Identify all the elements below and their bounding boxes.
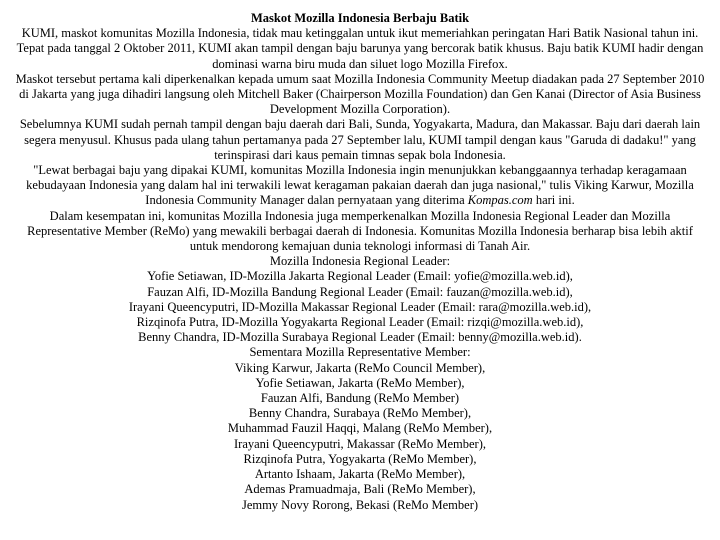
representative-member-item: Muhammad Fauzil Haqqi, Malang (ReMo Member), [227,421,493,436]
regional-leader-item: Yofie Setiawan, ID-Mozilla Jakarta Regional Leader (Email: yofie@mozilla.web.id), [147,269,573,284]
quote-source: Kompas.com [467,193,533,208]
representative-member-item: Jemmy Novy Rorong, Bekasi (ReMo Member) [241,497,479,512]
representative-members-heading: Sementara Mozilla Representative Member: [249,345,471,360]
regional-leaders-heading: Mozilla Indonesia Regional Leader: [269,254,451,269]
representative-member-item: Irayani Queencyputri, Makassar (ReMo Member), [234,436,486,451]
quote-suffix: hari ini. [532,193,575,208]
representative-member-item: Yofie Setiawan, Jakarta (ReMo Member), [255,375,465,390]
regional-leader-item: Fauzan Alfi, ID-Mozilla Bandung Regional Leader (Email: fauzan@mozilla.web.id), [147,284,573,299]
representative-member-item: Viking Karwur, Jakarta (ReMo Council Member), [234,360,486,375]
regional-leader-item: Irayani Queencyputri, ID-Mozilla Makassar Regional Leader (Email: rara@mozilla.web.id), [128,299,592,314]
representative-member-item: Benny Chandra, Surabaya (ReMo Member), [248,406,472,421]
regional-leader-item: Benny Chandra, ID-Mozilla Surabaya Regional Leader (Email: benny@mozilla.web.id). [138,330,582,345]
paragraph-intro: KUMI, maskot komunitas Mozilla Indonesia, tidak mau ketinggalan untuk ikut memeriahkan peringatan Hari Batik Nasional tahun ini. Tepat pada tanggal 2 Oktober 2011, KUMI akan tampil dengan baju barunya yang bercorak batik khusus. Baju batik KUMI hadir dengan dominasi warna biru muda dan siluet logo Mozilla Firefox. [16,26,704,71]
paragraph-history: Maskot tersebut pertama kali diperkenalkan kepada umum saat Mozilla Indonesia Community Meetup diadakan pada 27 September 2010 di Jakarta yang juga dihadiri langsung oleh Mitchell Baker (Chairperson Mozilla Foundation) dan Gen Kanai (Director of Asia Business Development Mozilla Corporation). [15,71,705,117]
representative-member-item: Fauzan Alfi, Bandung (ReMo Member) [260,391,460,406]
document-title: Maskot Mozilla Indonesia Berbaju Batik [250,11,470,25]
representative-member-item: Rizqinofa Putra, Yogyakarta (ReMo Member), [243,451,477,466]
paragraph-quote [12,163,708,209]
quote-text: "Lewat berbagai baju yang dipakai KUMI, komunitas Mozilla Indonesia ingin menunjukkan kebanggaannya terhadap keragamaan kebudayaan Indonesia yang dalam hal ini terwakili lewat keragaman pakaian daerah dan juga nasional," tulis Viking Karwur, Mozilla Indonesia Community Manager dalan pernyataan yang diterima [26,163,694,208]
paragraph-costumes: Sebelumnya KUMI sudah pernah tampil dengan baju daerah dari Bali, Sunda, Yogyakarta, Madura, dan Makassar. Baju dari daerah lain segera menyusul. Khusus pada ulang tahun pertamanya pada 27 September lalu, KUMI tampil dengan kaus "Garuda di dadaku!" yang terinspirasi dari kaus pemain timnas sepak bola Indonesia. [19,117,701,162]
paragraph-closing: Dalam kesempatan ini, komunitas Mozilla Indonesia juga memperkenalkan Mozilla Indonesia Regional Leader dan Mozilla Representative Member (ReMo) yang mewakili berbagai daerah di Indonesia. Komunitas Mozilla Indonesia berharap bisa lebih aktif untuk mendorong kemajuan dunia teknologi informasi di Tanah Air. [27,208,693,254]
representative-member-item: Ademas Pramuadmaja, Bali (ReMo Member), [244,482,476,497]
representative-member-item: Artanto Ishaam, Jakarta (ReMo Member), [254,467,466,482]
regional-leader-item: Rizqinofa Putra, ID-Mozilla Yogyakarta Regional Leader (Email: rizqi@mozilla.web.id), [136,315,584,330]
